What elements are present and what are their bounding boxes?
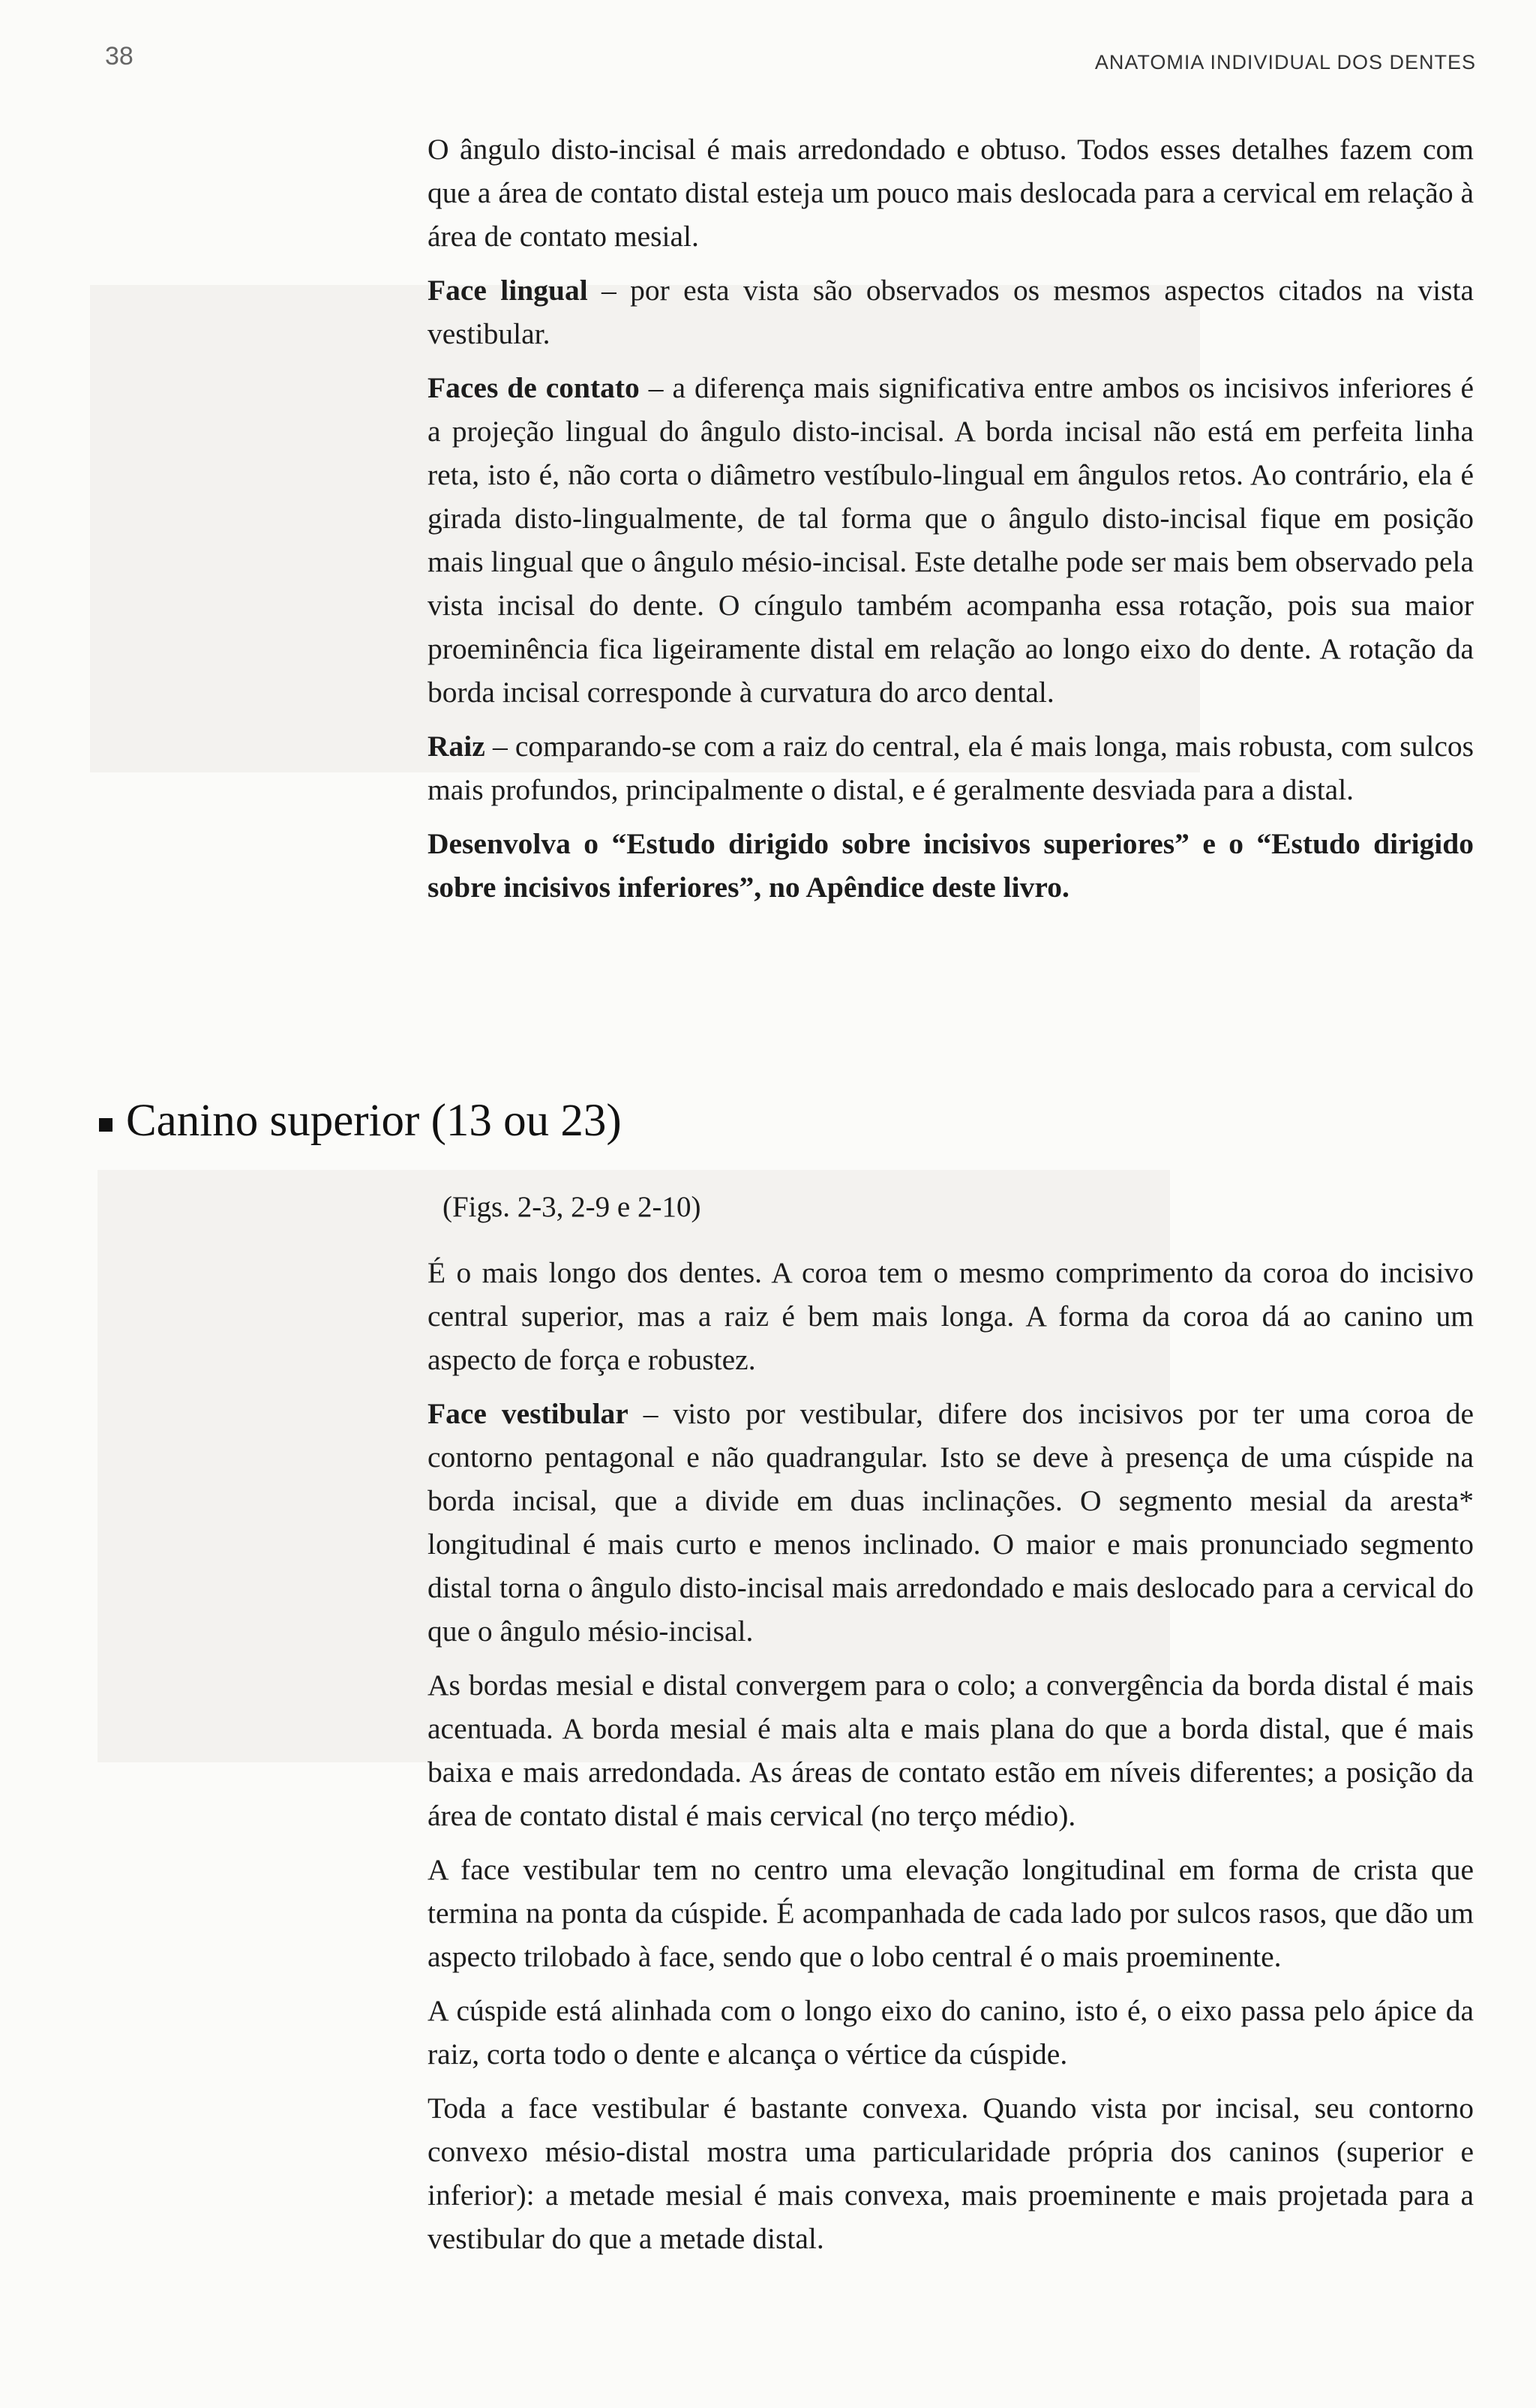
running-head: ANATOMIA INDIVIDUAL DOS DENTES bbox=[1094, 51, 1476, 73]
paragraph-text: – visto por vestibular, difere dos incisivos por ter uma coroa de contorno pentagonal e não quadrangular. Isto se deve à presença de uma cúspide na borda incisal, que a divide em duas inclinações. O segmento mesial da aresta* longitudinal é mais curto e menos inclinado. O maior e mais pronunciado segmento distal torna o ângulo disto-incisal mais arredondado e mais deslocado para a cervical do que o ângulo mésio-incisal. bbox=[428, 1397, 1474, 1648]
paragraph-study-note bbox=[428, 822, 1474, 909]
section-heading-text: Canino superior (13 ou 23) bbox=[126, 1096, 622, 1146]
paragraph-label: Raiz bbox=[428, 730, 485, 763]
paragraph-bold-text: Desenvolva o “Estudo dirigido sobre incisivos superiores” e o “Estudo dirigido sobre incisivos inferiores”, no Apêndice deste livro. bbox=[428, 827, 1474, 904]
paragraph-text: – por esta vista são observados os mesmos aspectos citados na vista vestibular. bbox=[428, 274, 1474, 350]
square-bullet-icon bbox=[99, 1118, 112, 1132]
paragraph-face-lingual bbox=[428, 268, 1474, 355]
text-block-bottom bbox=[428, 1251, 1474, 2271]
text-block-top bbox=[428, 127, 1474, 919]
paragraph-faces-contato bbox=[428, 366, 1474, 714]
page-number: 38 bbox=[105, 42, 134, 70]
paragraph: As bordas mesial e distal convergem para o colo; a convergência da borda distal é mais acentuada. A borda mesial é mais alta e mais plana do que a borda distal, que é mais baixa e mais arredondada. As áreas de contato estão em níveis diferentes; a posição da área de contato distal é mais cervical (no terço médio). bbox=[428, 1669, 1474, 1832]
paragraph-label: Face lingual bbox=[428, 274, 588, 307]
paragraph: É o mais longo dos dentes. A coroa tem o mesmo comprimento da coroa do incisivo central superior, mas a raiz é bem mais longa. A forma da coroa dá ao canino um aspecto de força e robustez. bbox=[428, 1256, 1474, 1376]
paragraph: Toda a face vestibular é bastante convexa. Quando vista por incisal, seu contorno convexo mésio-distal mostra uma particularidade própria dos caninos (superior e inferior): a metade mesial é mais convexa, mais proeminente e mais projetada para a vestibular do que a metade distal. bbox=[428, 2092, 1474, 2255]
figure-reference: (Figs. 2-3, 2-9 e 2-10) bbox=[442, 1191, 701, 1223]
page-header bbox=[0, 0, 1536, 90]
paragraph-text: – a diferença mais significativa entre ambos os incisivos inferiores é a projeção lingual do ângulo disto-incisal. A borda incisal não está em perfeita linha reta, isto é, não corta o diâmetro vestíbulo-lingual em ângulos retos. Ao contrário, ela é girada disto-lingualmente, de tal forma que o ângulo disto-incisal fique em posição mais lingual que o ângulo mésio-incisal. Este detalhe pode ser mais bem observado pela vista incisal do dente. O cíngulo também acompanha essa rotação, pois sua maior proeminência fica ligeiramente distal em relação ao longo eixo do dente. A rotação da borda incisal corresponde à curvatura do arco dental. bbox=[428, 371, 1474, 709]
paragraph: O ângulo disto-incisal é mais arredondado e obtuso. Todos esses detalhes fazem com que a área de contato distal esteja um pouco mais deslocada para a cervical em relação à área de contato mesial. bbox=[428, 133, 1474, 253]
paragraph: A face vestibular tem no centro uma elevação longitudinal em forma de crista que termina na ponta da cúspide. É acompanhada de cada lado por sulcos rasos, que dão um aspecto trilobado à face, sendo que o lobo central é o mais proeminente. bbox=[428, 1853, 1474, 1973]
paragraph-raiz bbox=[428, 724, 1474, 811]
paragraph-face-vestibular bbox=[428, 1392, 1474, 1653]
paragraph-label: Faces de contato bbox=[428, 371, 640, 404]
paragraph-label: Face vestibular bbox=[428, 1397, 628, 1430]
paragraph-text: – comparando-se com a raiz do central, ela é mais longa, mais robusta, com sulcos mais profundos, principalmente o distal, e é geralmente desviada para a distal. bbox=[428, 730, 1474, 806]
section-heading bbox=[99, 1091, 622, 1151]
paragraph: A cúspide está alinhada com o longo eixo do canino, isto é, o eixo passa pelo ápice da raiz, corta todo o dente e alcança o vértice da cúspide. bbox=[428, 1994, 1474, 2071]
